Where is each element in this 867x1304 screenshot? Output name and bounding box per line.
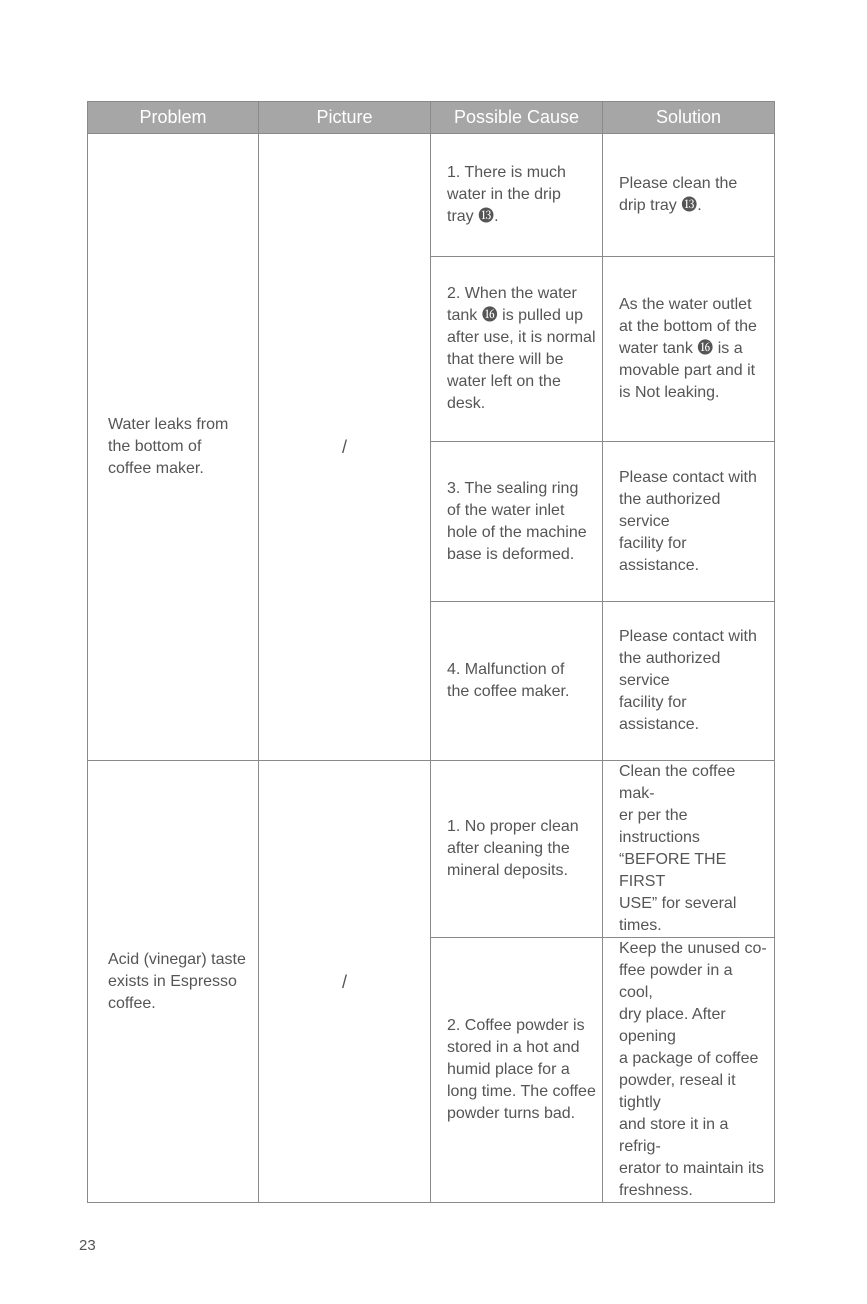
cause-cell (431, 442, 603, 602)
cause-text: 2. Coffee powder is stored in a hot and humid place for a long time. The coffee powder turns bad. (447, 1017, 596, 1122)
solution-text: Please clean the drip tray ⓭. (619, 175, 738, 214)
solution-text: Clean the coffee mak- er per the instructions “BEFORE THE FIRST USE” for several times. (619, 763, 737, 934)
table-row (88, 761, 775, 938)
solution-text: Please contact with the authorized service facility for assistance. (619, 468, 757, 574)
page-number: 23 (79, 1237, 96, 1254)
problem-text: Acid (vinegar) taste exists in Espresso coffee. (108, 950, 246, 1012)
solution-text: As the water outlet at the bottom of the water tank ⓰ is a movable part and it is Not leaking. (619, 296, 757, 401)
picture-placeholder: / (341, 437, 347, 457)
cause-cell (431, 257, 603, 442)
cause-text: 4. Malfunction of the coffee maker. (447, 661, 570, 700)
cause-text: 3. The sealing ring of the water inlet hole of the machine base is deformed. (447, 479, 587, 563)
picture-cell (259, 134, 431, 761)
solution-cell (603, 134, 775, 257)
solution-cell (603, 761, 775, 938)
table-row (88, 134, 775, 257)
cause-cell (431, 761, 603, 938)
solution-text: Please contact with the authorized service facility for assistance. (619, 628, 757, 733)
cause-cell (431, 134, 603, 257)
cause-cell (431, 938, 603, 1203)
solution-cell (603, 602, 775, 761)
solution-cell (603, 938, 775, 1203)
troubleshooting-table (87, 101, 775, 1203)
problem-text: Water leaks from the bottom of coffee maker. (108, 416, 229, 477)
header-problem: Problem (88, 102, 259, 134)
header-possible-cause: Possible Cause (431, 102, 603, 134)
picture-cell (259, 761, 431, 1203)
header-solution: Solution (603, 102, 775, 134)
cause-cell (431, 602, 603, 761)
cause-text: 1. There is much water in the drip tray ⓭. (447, 164, 566, 225)
picture-placeholder: / (341, 971, 347, 992)
problem-acid-taste (88, 761, 259, 1203)
solution-text: Keep the unused co- ffee powder in a cool, dry place. After opening a package of coffee powder, reseal it tightly and store it in a refrig- erator to maintain its freshness. (619, 940, 767, 1199)
cause-text: 1. No proper clean after cleaning the mineral deposits. (447, 818, 579, 879)
header-picture: Picture (259, 102, 431, 134)
problem-water-leaks (88, 134, 259, 761)
cause-text: 2. When the water tank ⓰ is pulled up after use, it is normal that there will be water left on the desk. (447, 285, 596, 412)
table-header-row (88, 102, 775, 134)
solution-cell (603, 257, 775, 442)
solution-cell (603, 442, 775, 602)
